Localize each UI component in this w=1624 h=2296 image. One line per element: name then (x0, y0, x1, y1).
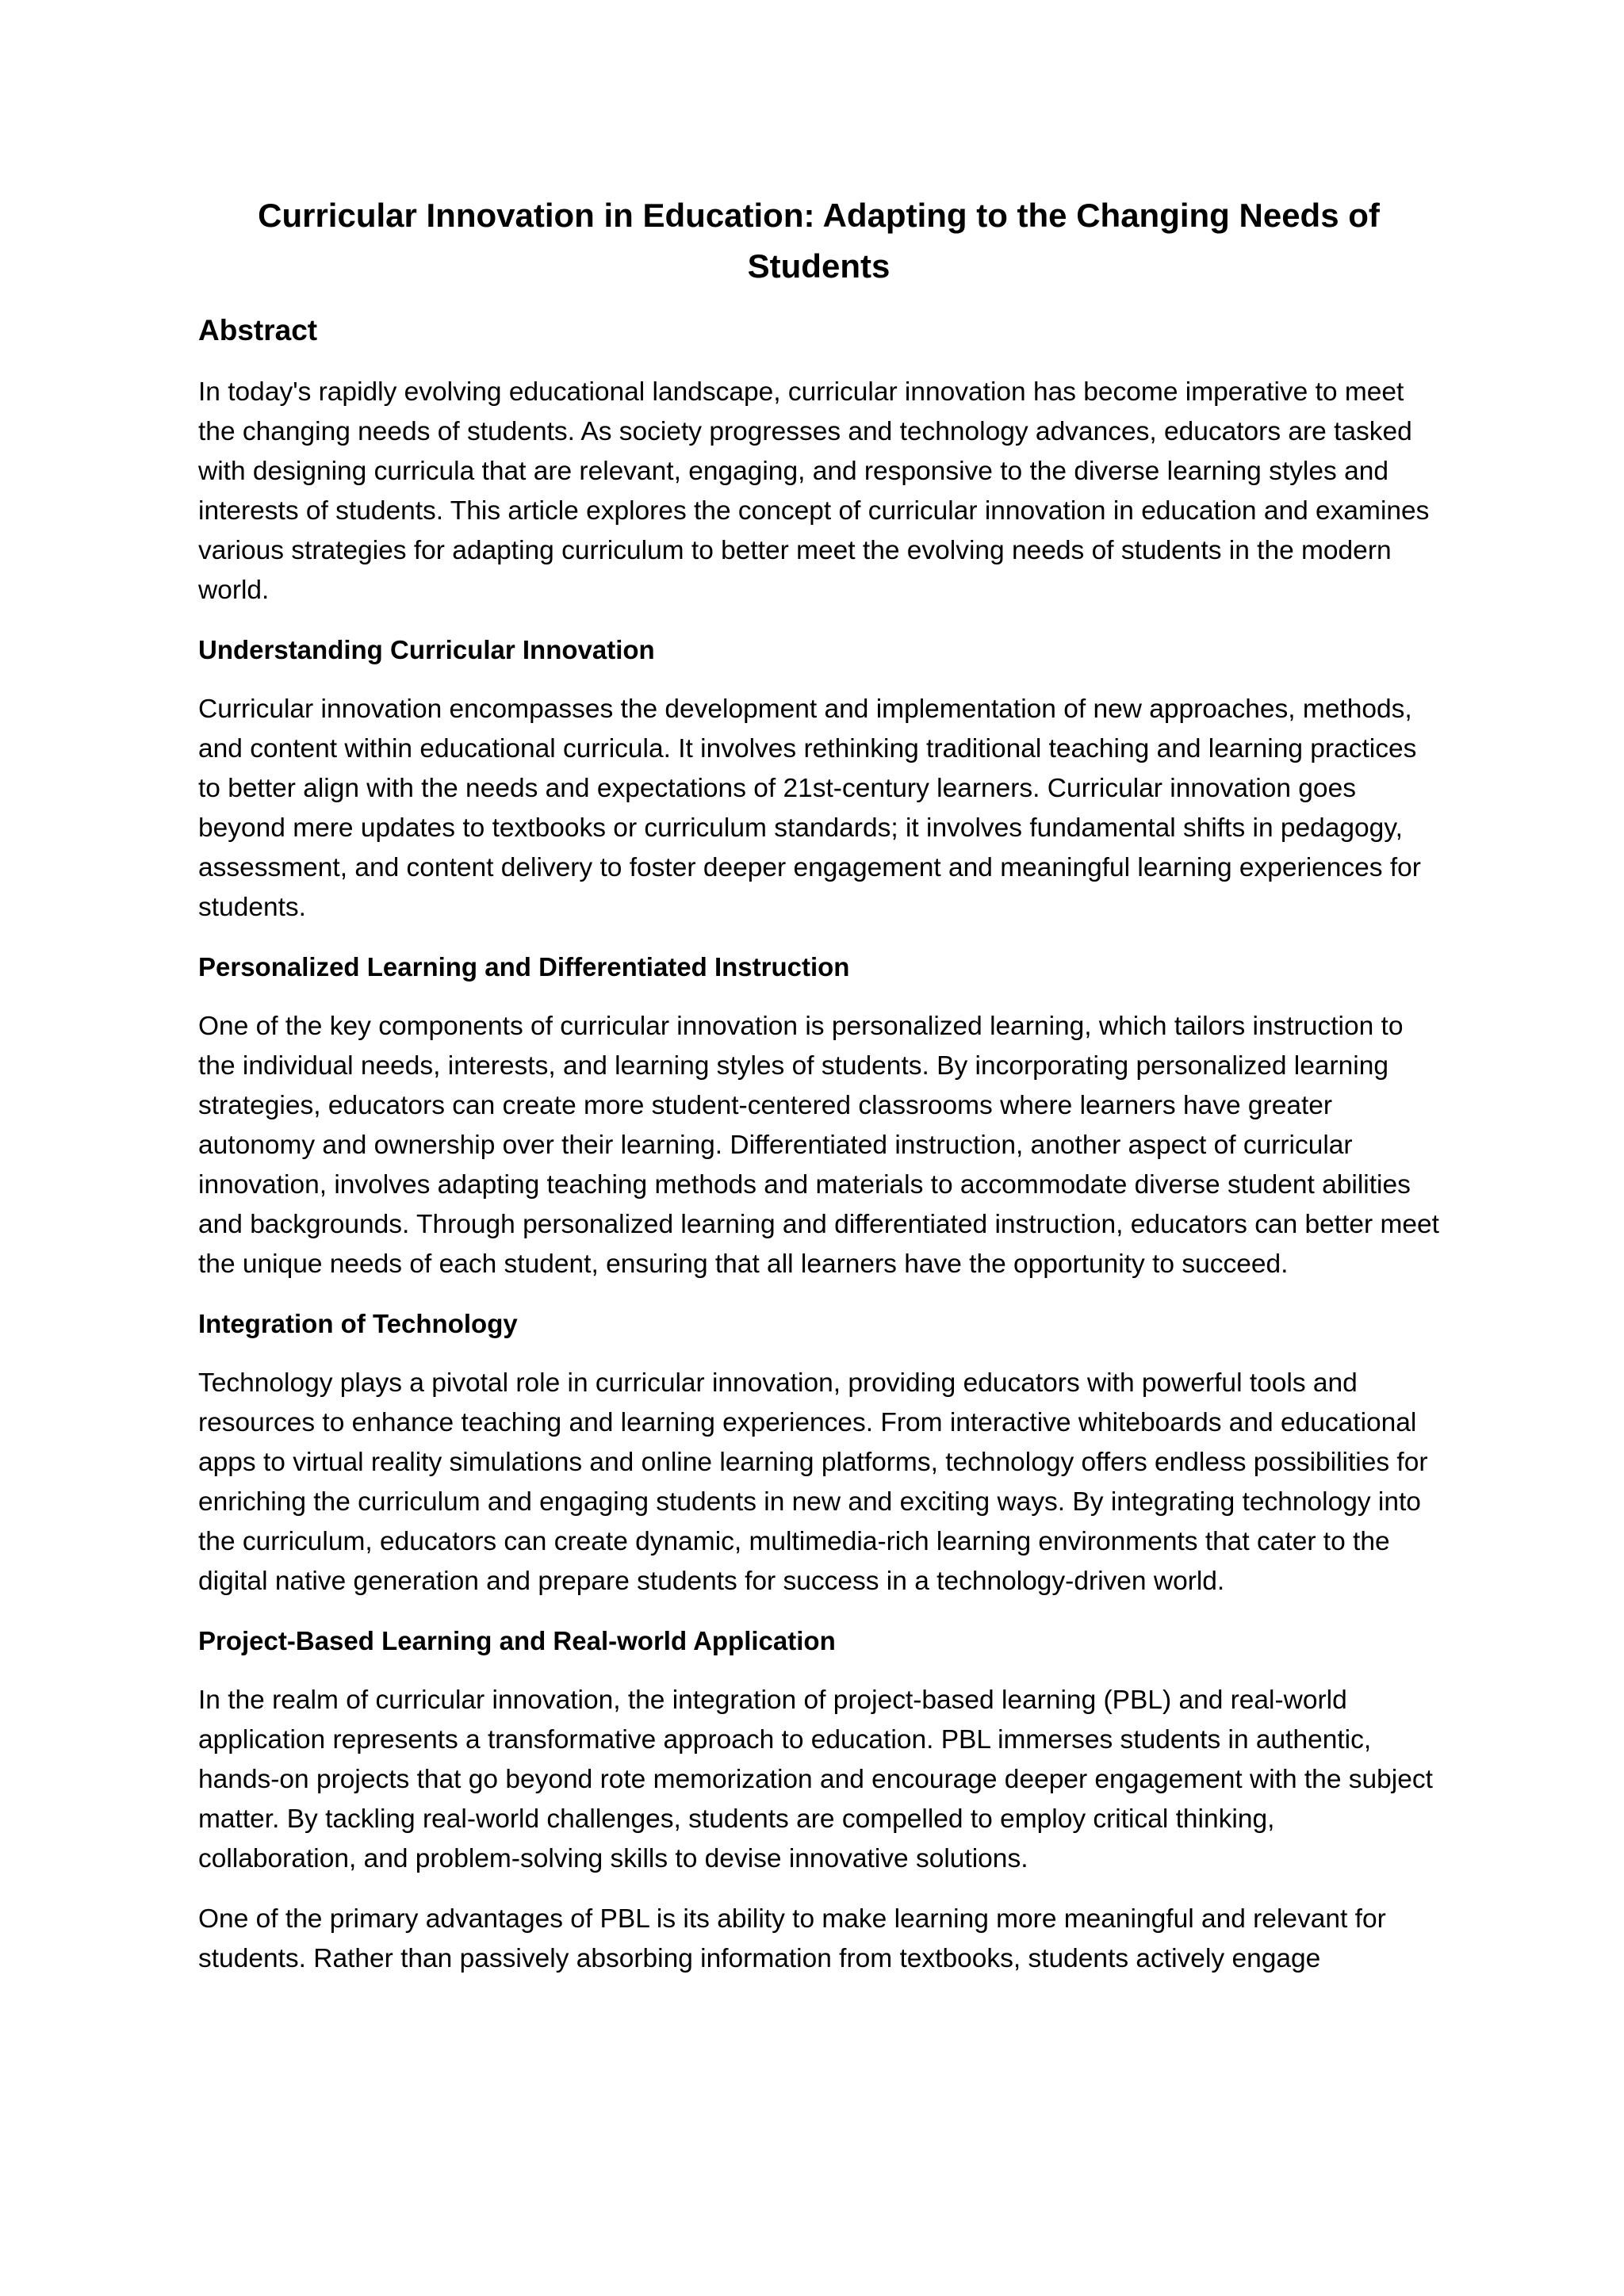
section-heading-personalized: Personalized Learning and Differentiated Instruction (198, 952, 850, 982)
document-title: Curricular Innovation in Education: Adapting to the Changing Needs of Students (258, 197, 1380, 285)
abstract-heading: Abstract (198, 314, 318, 346)
section-heading-understanding: Understanding Curricular Innovation (198, 635, 655, 664)
document-page (198, 190, 1439, 1999)
section-paragraph-personalized: One of the key components of curricular innovation is personalized learning, which tailors instruction to the individual needs, interests, and learning styles of students. By incorporating personalized learning strategies, educators can create more student-centered classrooms where learners have greater autonomy and ownership over their learning. Differentiated instruction, another aspect of curricular innovation, involves adapting teaching methods and materials to accommodate diverse student abilities and backgrounds. Through personalized learning and differentiated instruction, educators can better meet the unique needs of each student, ensuring that all learners have the opportunity to succeed. (198, 1012, 1439, 1279)
section-paragraph-understanding: Curricular innovation encompasses the development and implementation of new approaches, methods, and content within educational curricula. It involves rethinking traditional teaching and learning practices to better align with the needs and expectations of 21st-century learners. Curricular innovation goes beyond mere updates to textbooks or curriculum standards; it involves fundamental shifts in pedagogy, assessment, and content delivery to foster deeper engagement and meaningful learning experiences for students. (198, 695, 1421, 922)
section-paragraph-technology: Technology plays a pivotal role in curricular innovation, providing educators with powerful tools and resources to enhance teaching and learning experiences. From interactive whiteboards and educational apps to virtual reality simulations and online learning platforms, technology offers endless possibilities for enriching the curriculum and engaging students in new and exciting ways. By integrating technology into the curriculum, educators can create dynamic, multimedia-rich learning environments that cater to the digital native generation and prepare students for success in a technology-driven world. (198, 1368, 1428, 1596)
section-heading-pbl: Project-Based Learning and Real-world Application (198, 1626, 836, 1655)
section-paragraph-pbl-1: In the realm of curricular innovation, the integration of project-based learning (PBL) and real-world application represents a transformative approach to education. PBL immerses students in authentic, hands-on projects that go beyond rote memorization and encourage deeper engagement with the subject matter. By tackling real-world challenges, students are compelled to employ critical thinking, collaboration, and problem-solving skills to devise innovative solutions. (198, 1686, 1433, 1873)
section-heading-technology: Integration of Technology (198, 1309, 518, 1338)
section-paragraph-pbl-2: One of the primary advantages of PBL is its ability to make learning more meaningful and relevant for students. Rather than passively absorbing information from textbooks, students actively engage (198, 1904, 1386, 1973)
abstract-paragraph: In today's rapidly evolving educational landscape, curricular innovation has become imperative to meet the changing needs of students. As society progresses and technology advances, educators are tasked with designing curricula that are relevant, engaging, and responsive to the diverse learning styles and interests of students. This article explores the concept of curricular innovation in education and examines various strategies for adapting curriculum to better meet the evolving needs of students in the modern world. (198, 377, 1430, 605)
